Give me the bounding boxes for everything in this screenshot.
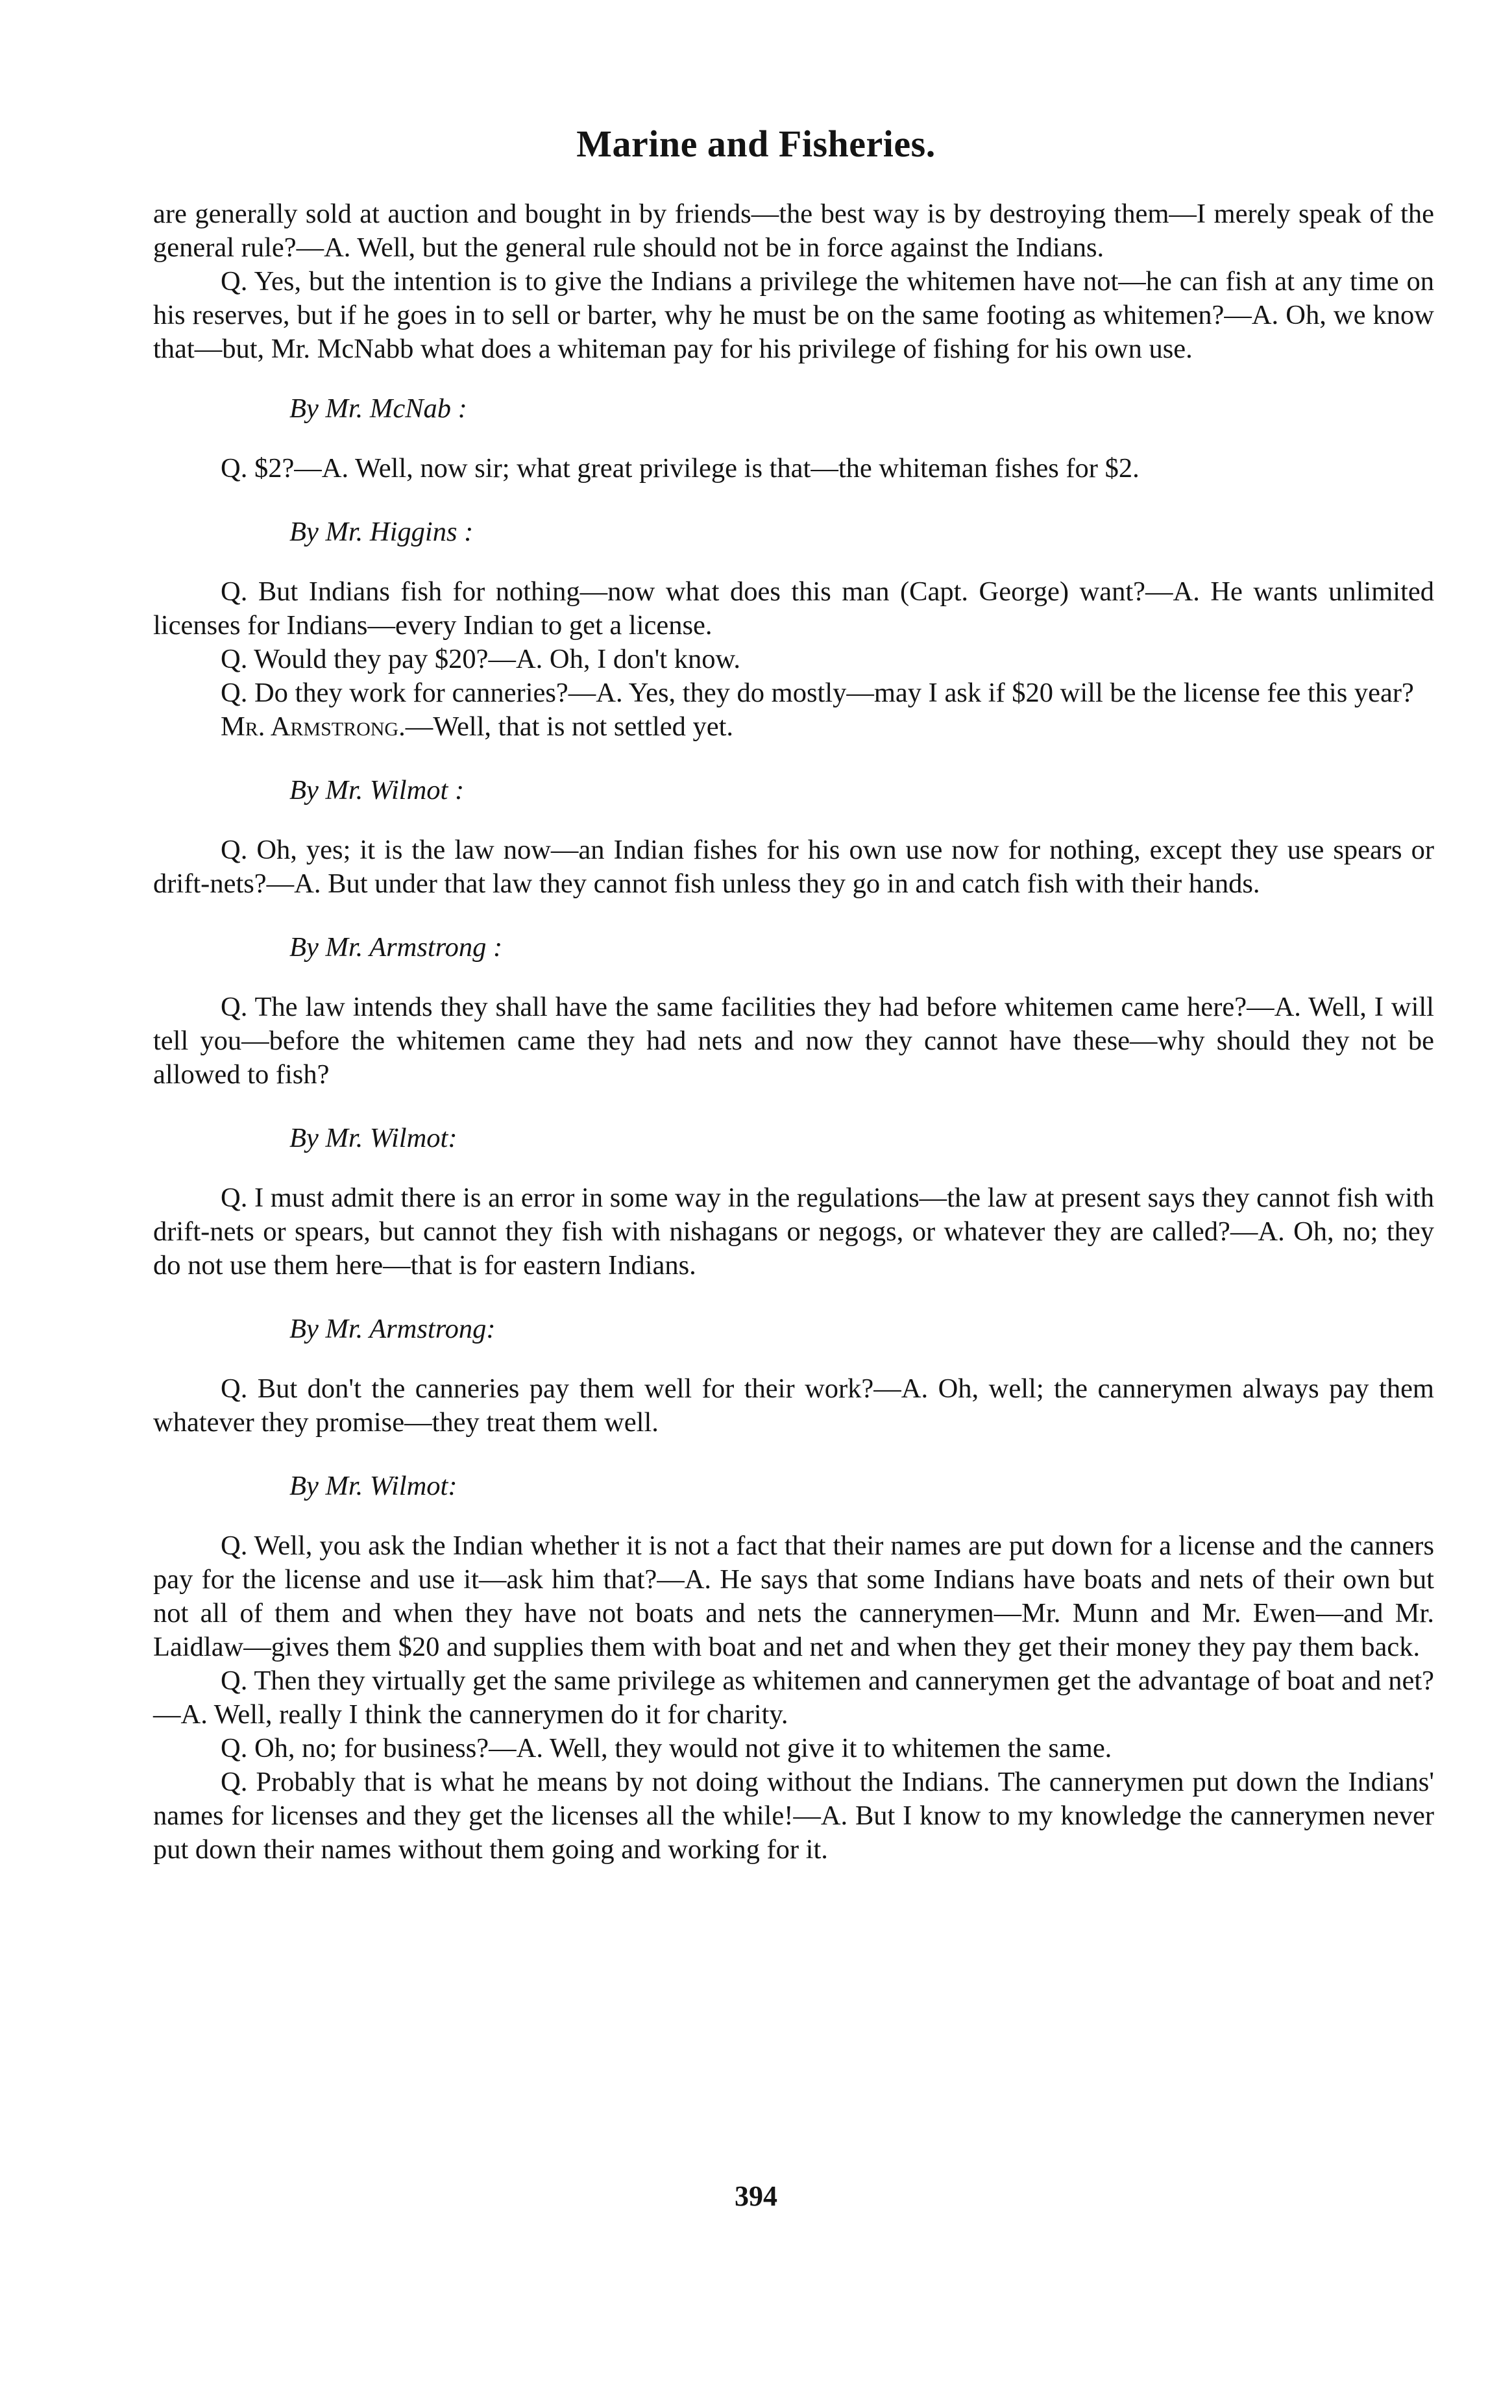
question-answer-paragraph: Q. Oh, no; for business?—A. Well, they would not give it to whitemen the same. <box>221 1733 1112 1763</box>
page-number: 394 <box>735 2180 777 2212</box>
statement-paragraph <box>153 710 1434 744</box>
speaker-heading: By Mr. McNab : <box>289 393 467 424</box>
question-answer-paragraph: Q. But don't the canneries pay them well for their work?—A. Oh, well; the cannerymen always pay them whatever they promise—they treat them well. <box>153 1373 1434 1438</box>
page-header-title: Marine and Fisheries. <box>576 123 936 165</box>
question-answer-paragraph: Q. Probably that is what he means by not doing without the Indians. The cannerymen put down the Indians' names for licenses and they get the licenses all the while!—A. But I know to my knowledge the cannerymen never put down their names without them going and working for it. <box>153 1767 1434 1865</box>
speaker-heading: By Mr. Wilmot: <box>289 1123 457 1153</box>
transcript-body <box>153 197 1434 1867</box>
speaker-heading: By Mr. Wilmot : <box>289 775 465 805</box>
question-answer-paragraph: Q. Well, you ask the Indian whether it is not a fact that their names are put down for a license and the canners pay for the license and use it—ask him that?—A. He says that some Indians have boats and nets of their own but not all of them and when they have not boats and nets the cannerymen—Mr. Munn and Mr. Ewen—and Mr. Laidlaw—gives them $20 and supplies them with boat and net and when they get their money they pay them back. <box>153 1530 1434 1662</box>
speaker-heading: By Mr. Armstrong : <box>289 932 503 963</box>
question-answer-paragraph: Q. $2?—A. Well, now sir; what great privilege is that—the whiteman fishes for $2. <box>221 453 1140 484</box>
question-answer-paragraph: Q. Oh, yes; it is the law now—an Indian fishes for his own use now for nothing, except they use spears or drift-nets?—A. But under that law they cannot fish unless they go in and catch fish with their hands. <box>153 835 1434 899</box>
speaker-heading: By Mr. Wilmot: <box>289 1471 457 1501</box>
statement-speaker: Mr. Armstrong. <box>221 711 406 742</box>
question-answer-paragraph: Q. Yes, but the intention is to give the Indians a privilege the whitemen have not—he can fish at any time on his reserves, but if he goes in to sell or barter, why he must be on the same footing as whitemen?—A. Oh, we know that—but, Mr. McNabb what does a whiteman pay for his privilege of fishing for his own use. <box>153 266 1434 364</box>
question-answer-paragraph: Q. The law intends they shall have the same facilities they had before whitemen came here?—A. Well, I will tell you—before the whitemen came they had nets and now they cannot have these—why should they not be allowed to fish? <box>153 992 1434 1090</box>
question-answer-paragraph: Q. I must admit there is an error in some way in the regulations—the law at present says they cannot fish with drift-nets or spears, but cannot they fish with nishagans or negogs, or whatever they are called?—A. Oh, no; they do not use them here—that is for eastern Indians. <box>153 1183 1434 1281</box>
question-answer-paragraph: Q. Then they virtually get the same privilege as whitemen and cannerymen get the advantage of boat and net?—A. Well, really I think the cannerymen do it for charity. <box>153 1665 1434 1730</box>
paragraph-continuation: are generally sold at auction and bought in by friends—the best way is by destroying them—I merely speak of the general rule?—A. Well, but the general rule should not be in force against the Indians. <box>153 199 1434 263</box>
speaker-heading: By Mr. Higgins : <box>289 517 474 547</box>
question-answer-paragraph: Q. Do they work for canneries?—A. Yes, they do mostly—may I ask if $20 will be the license fee this year? <box>221 678 1414 708</box>
statement-text: —Well, that is not settled yet. <box>405 711 734 742</box>
question-answer-paragraph: Q. But Indians fish for nothing—now what does this man (Capt. George) want?—A. He wants unlimited licenses for Indians—every Indian to get a license. <box>153 576 1434 641</box>
speaker-heading: By Mr. Armstrong: <box>289 1314 496 1344</box>
question-answer-paragraph: Q. Would they pay $20?—A. Oh, I don't know. <box>221 644 741 674</box>
